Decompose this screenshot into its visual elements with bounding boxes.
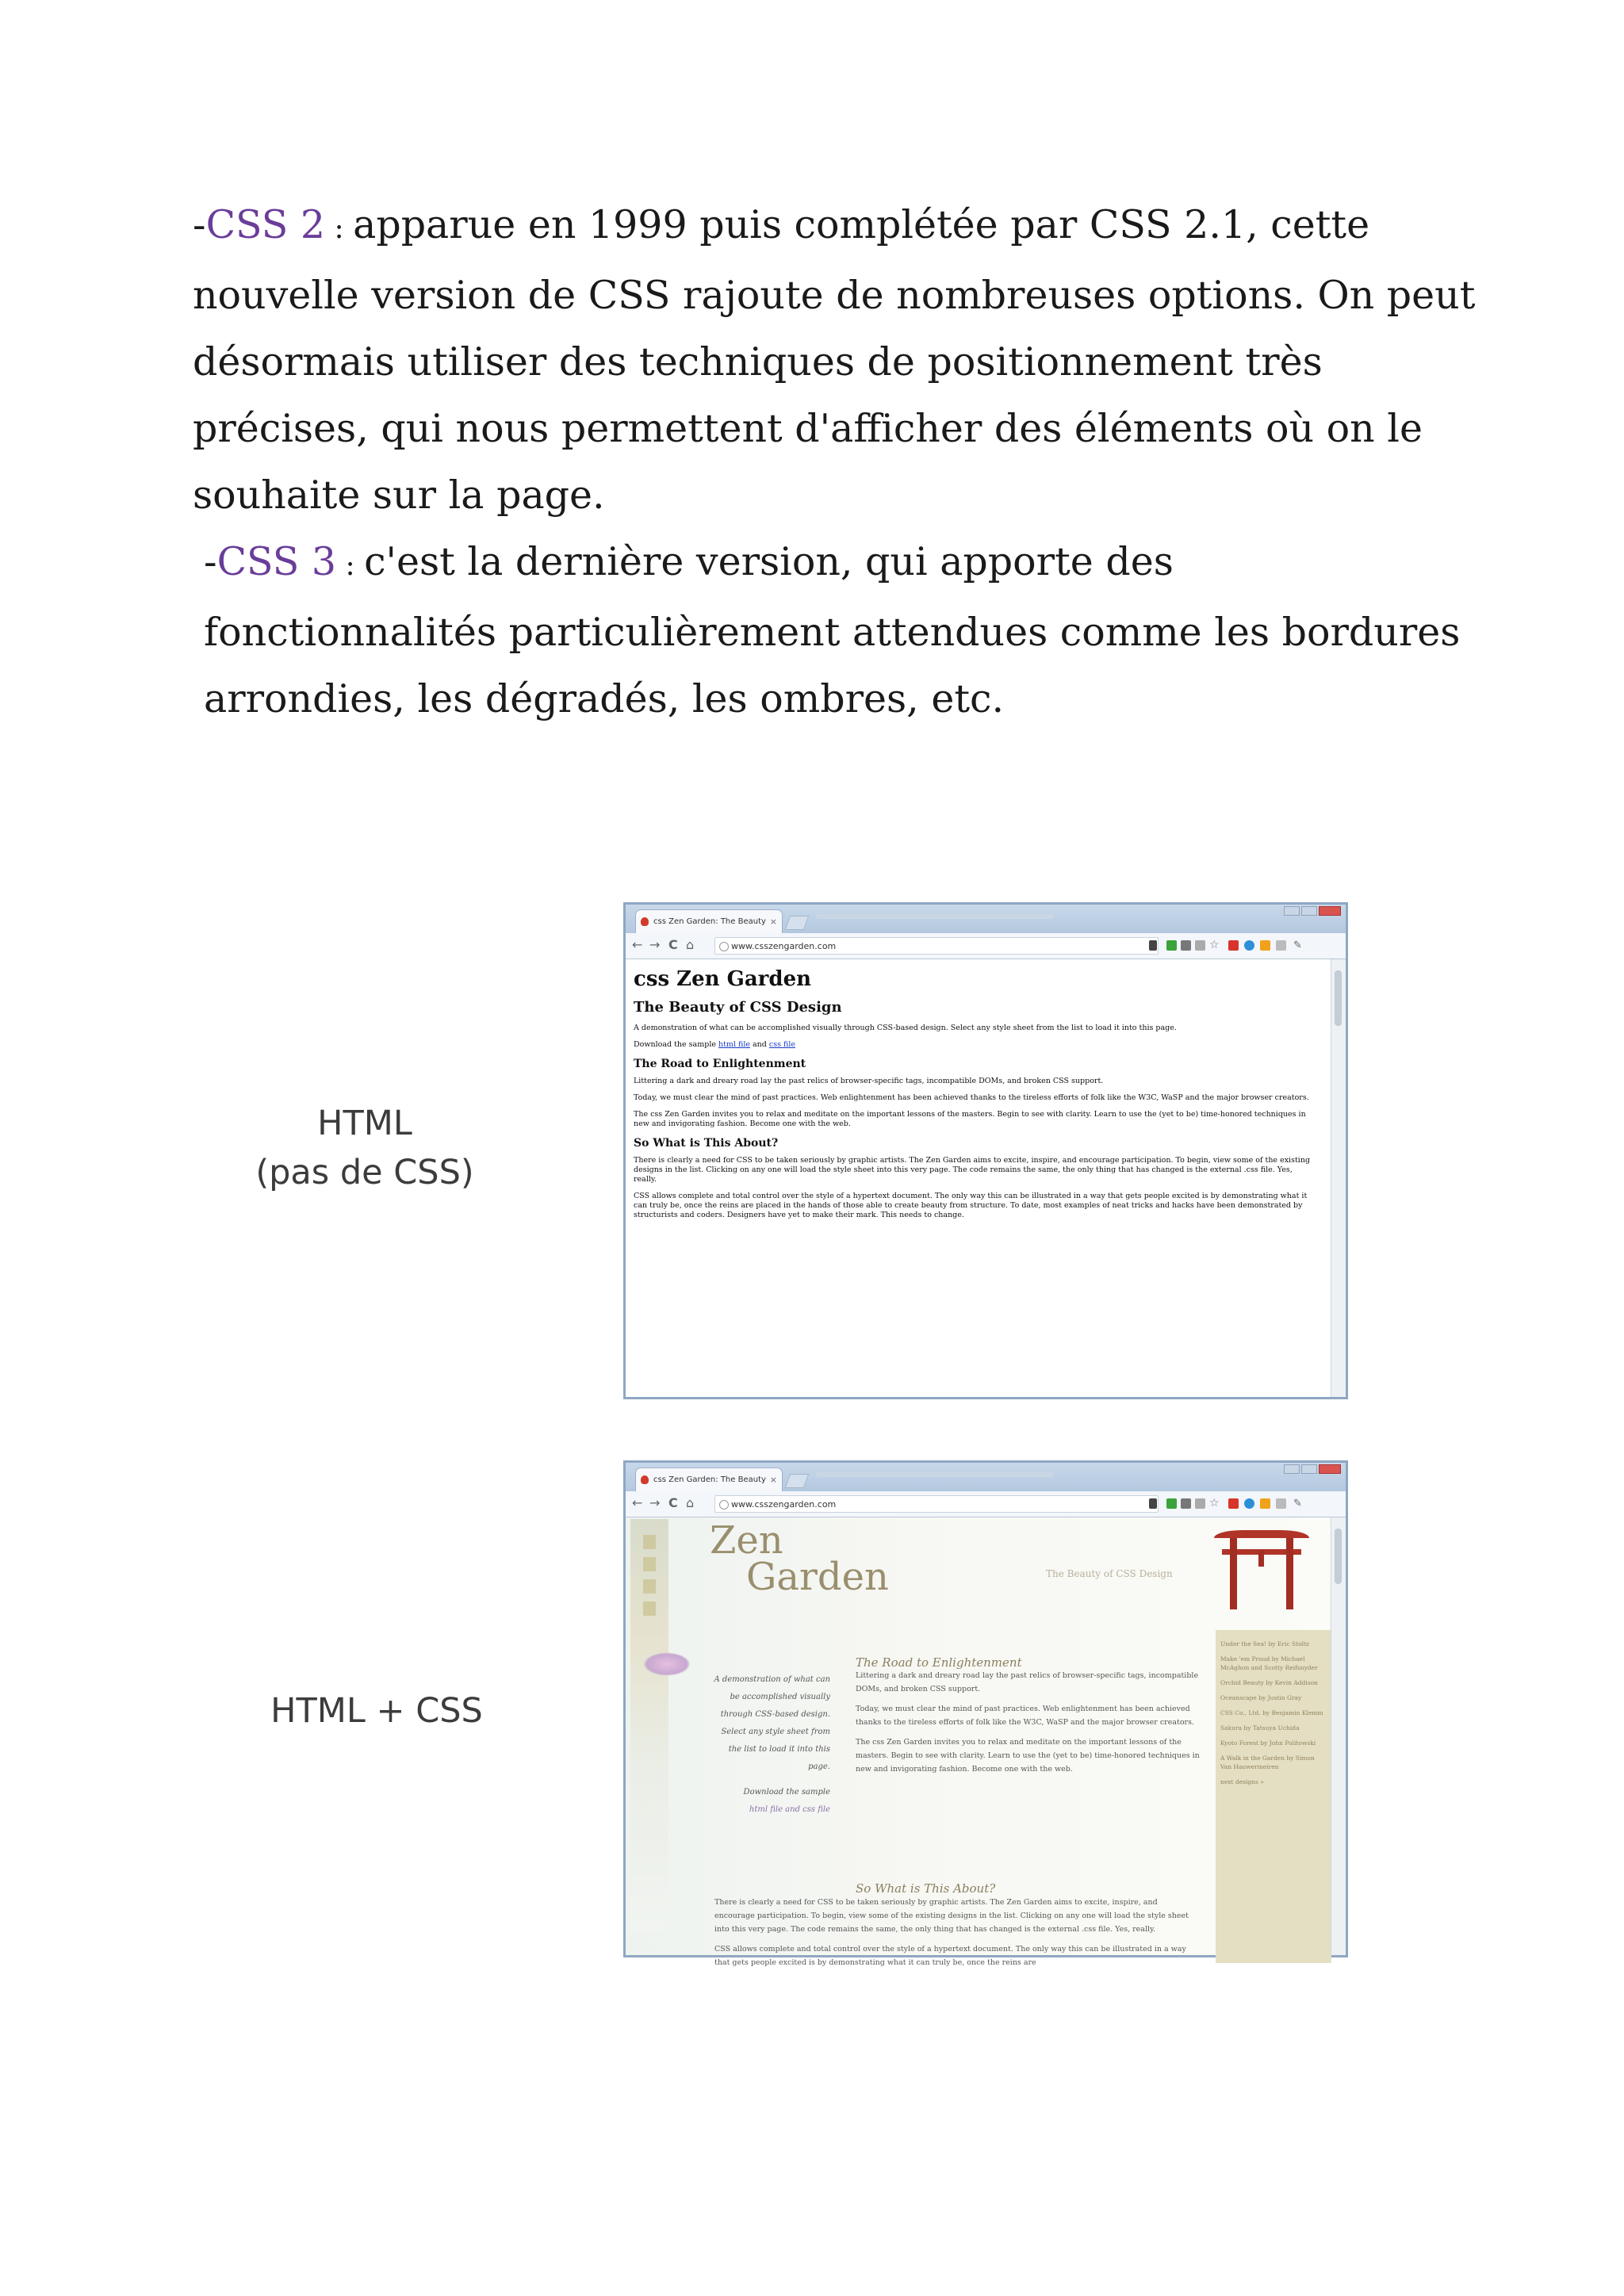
extension-icon[interactable] (1181, 940, 1191, 951)
page-heading: css Zen Garden (634, 967, 812, 991)
page-viewport (626, 1517, 1331, 1967)
globe-icon (719, 942, 729, 951)
back-icon[interactable]: ← (632, 1495, 643, 1510)
zen-sidebar (1216, 1630, 1331, 1963)
extension-icon[interactable] (1260, 940, 1270, 951)
page-viewport (626, 959, 1331, 1397)
forward-icon[interactable]: → (649, 937, 661, 952)
address-bar[interactable]: www.csszengarden.com (714, 1495, 1159, 1513)
browser-window-plain (623, 902, 1348, 1399)
star-icon[interactable]: ☆ (1209, 939, 1220, 951)
reload-icon[interactable]: C (668, 1495, 678, 1510)
sidebar-item[interactable]: Orchid Beauty by Kevin Addison (1220, 1679, 1318, 1686)
torii-gate-icon (1214, 1530, 1309, 1609)
css-file-link[interactable]: css file (768, 1040, 795, 1049)
term-css2: CSS 2 (205, 202, 326, 247)
extension-icon[interactable] (1276, 1498, 1286, 1509)
maximize-icon[interactable] (1301, 906, 1317, 916)
plain-html-page: css Zen Garden The Beauty of CSS Design A demonstration of what can be accomplished visually through CSS-based design. Select any style sheet from the list to load it into this page. Download the sample html file and css file The Road to Enlightenment Littering a dark and dreary road lay the past relics of browser-specific tags, incompatible DOMs, and broken CSS support. Today, we must clear the mind of past practices. Web enlightenment has been achieved thanks to the tireless efforts of folk like the W3C, WaSP and the major browser creators. The css Zen Garden invites you to relax and meditate on the important lessons of the masters. Begin to see with clarity. Learn to use the (yet to be) time-honored techniques in new and invigorating fashion. Become one with the web. So What is This About? There is clearly a need for CSS to be taken seriously by graphic artists. The Zen Garden aims to excite, inspire, and encourage participation. To begin, view some of the existing designs in the list. Clicking on any one will load the style sheet into this very page. The code remains the same, the only thing that has changed is the external .css file. Yes, really. CSS allows complete and total control over the style of a hypertext document. The only way this can be illustrated in a way that gets people excited is by demonstrating what it can truly be, once the reins are placed in the hands of those able to create beauty from structure. To date, most examples of neat tricks and hacks have been demonstrated by structurists and coders. Designers have yet to make their mark. This needs to change. (626, 959, 1331, 1220)
extension-icon[interactable] (1244, 1498, 1254, 1509)
window-controls (1284, 906, 1341, 916)
wrench-icon[interactable]: ✎ (1293, 939, 1302, 951)
label-html-css: HTML + CSS (270, 1691, 483, 1731)
paragraph-css3: -CSS 3 : c'est la dernière version, qui apporte des fonctionnalités particulièrement attendues comme les bordures arrondies, les dégradés, les ombres, etc. (204, 539, 1461, 721)
zen-tagline: The Beauty of CSS Design (1046, 1568, 1173, 1579)
sidebar-item[interactable]: Make 'em Proud by Michael McAghon and Scotty Reifsnyder (1220, 1655, 1318, 1671)
title-bar-fill (816, 914, 1054, 919)
extension-icon[interactable] (1228, 1498, 1239, 1509)
styled-zen-page (626, 1517, 1331, 1967)
browser-window-styled (623, 1460, 1348, 1967)
close-window-icon[interactable] (1319, 906, 1341, 916)
title-bar-fill (816, 1472, 1054, 1477)
extension-icon[interactable] (1244, 940, 1254, 951)
html-file-link[interactable]: html file (718, 1040, 750, 1049)
extension-icon[interactable] (1195, 1498, 1205, 1509)
scrollbar[interactable] (1331, 1517, 1346, 1955)
new-tab-button[interactable] (785, 1474, 810, 1488)
new-tab-button[interactable] (785, 916, 810, 930)
sidebar-item[interactable]: Under the Sea! by Eric Stoltz (1220, 1640, 1309, 1647)
close-window-icon[interactable] (1319, 1464, 1341, 1474)
scrollbar[interactable] (1331, 959, 1346, 1397)
home-icon[interactable]: ⌂ (686, 937, 695, 952)
extension-icon[interactable] (1276, 940, 1286, 951)
close-tab-icon[interactable]: × (769, 916, 777, 927)
extension-icon[interactable] (1195, 940, 1205, 951)
document-body (193, 192, 1477, 733)
home-icon[interactable]: ⌂ (686, 1495, 695, 1510)
sidebar-item[interactable]: Sakura by Tatsuya Uchida (1220, 1724, 1300, 1732)
decorative-strip (630, 1519, 668, 1931)
zen-logo: Zen Garden (710, 1518, 889, 1599)
scroll-thumb[interactable] (1335, 970, 1342, 1026)
zen-intro: A demonstration of what can be accomplished visually through CSS-based design. Select any style sheet from the list to load it into this page. Download the sample html file and css file (711, 1671, 830, 1819)
close-tab-icon[interactable]: × (769, 1475, 777, 1485)
zen-main-content: The Road to Enlightenment Littering a dark and dreary road lay the past relics of browser-specific tags, incompatible DOMs, and broken CSS support. Today, we must clear the mind of past practices. Web enlightenment has been achieved thanks to the tireless efforts of folk like the W3C, WaSP and the major browser creators. The css Zen Garden invites you to relax and meditate on the important lessons of the masters. Begin to see with clarity. Learn to use the (yet to be) time-honored techniques in new and invigorating fashion. Become one with the web. (856, 1655, 1200, 1774)
flag-icon[interactable] (1149, 940, 1157, 951)
zen-about-content: So What is This About? There is clearly a need for CSS to be taken seriously by graphic artists. The Zen Garden aims to excite, inspire, and encourage participation. To begin, view some of the existing designs in the list. Clicking on any one will load the style sheet into this very page. The code remains the same, the only thing that has changed is the external .css file. Yes, really. CSS allows complete and total control over the style of a hypertext document. The only way this can be illustrated in a way that gets people excited is by demonstrating what it can truly be, once the reins are (714, 1881, 1189, 1967)
star-icon[interactable]: ☆ (1209, 1497, 1220, 1510)
term-css3: CSS 3 (216, 539, 337, 584)
extension-icon[interactable] (1166, 1498, 1177, 1509)
browser-tab[interactable]: css Zen Garden: The Beauty × (635, 1468, 783, 1491)
back-icon[interactable]: ← (632, 937, 643, 952)
title-bar (626, 905, 1346, 933)
wrench-icon[interactable]: ✎ (1293, 1498, 1302, 1510)
download-links[interactable]: html file and css file (749, 1805, 830, 1814)
title-bar (626, 1463, 1346, 1491)
maximize-icon[interactable] (1301, 1464, 1317, 1474)
label-html-no-css: HTML (pas de CSS) (255, 1104, 474, 1192)
sidebar-more-link[interactable]: next designs » (1220, 1778, 1264, 1785)
sidebar-item[interactable]: Kyoto Forest by John Politowski (1220, 1739, 1316, 1747)
forward-icon[interactable]: → (649, 1495, 661, 1510)
extension-icon[interactable] (1181, 1498, 1191, 1509)
flag-icon[interactable] (1149, 1498, 1157, 1509)
window-controls (1284, 1464, 1341, 1474)
sidebar-item[interactable]: A Walk in the Garden by Simon Van Hauwermeiren (1220, 1755, 1315, 1770)
reload-icon[interactable]: C (668, 937, 678, 952)
nav-bar (626, 1491, 1346, 1517)
favicon-icon (641, 917, 649, 926)
extension-icon[interactable] (1228, 940, 1239, 951)
favicon-icon (641, 1475, 649, 1484)
browser-tab[interactable]: css Zen Garden: The Beauty × (635, 909, 783, 933)
sidebar-item[interactable]: Oceanscape by Justin Gray (1220, 1694, 1302, 1701)
minimize-icon[interactable] (1284, 1464, 1300, 1474)
address-bar[interactable]: www.csszengarden.com (714, 937, 1159, 955)
extension-icon[interactable] (1260, 1498, 1270, 1509)
paragraph-css2: -CSS 2 : apparue en 1999 puis complétée par CSS 2.1, cette nouvelle version de CSS rajoute de nombreuses options. On peut désormais utiliser des techniques de positionnement très précises, qui nous permettent d'afficher des éléments où on le souhaite sur la page. (193, 202, 1476, 518)
minimize-icon[interactable] (1284, 906, 1300, 916)
globe-icon (719, 1500, 729, 1510)
lotus-icon (643, 1652, 691, 1676)
extension-icon[interactable] (1166, 940, 1177, 951)
sidebar-item[interactable]: CSS Co., Ltd. by Benjamin Klemm (1220, 1709, 1323, 1716)
nav-bar (626, 933, 1346, 959)
page-subheading: The Beauty of CSS Design (634, 999, 842, 1016)
scroll-thumb[interactable] (1335, 1529, 1342, 1584)
